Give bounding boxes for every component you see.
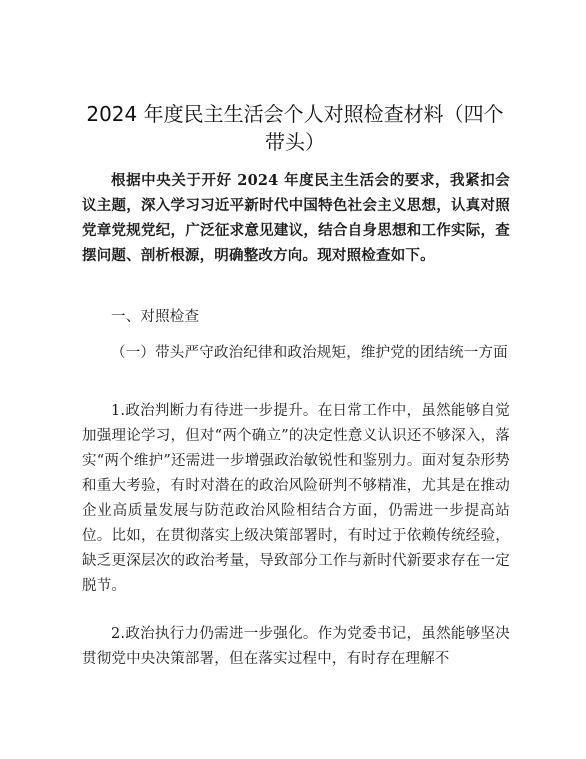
section-heading: 一、对照检查	[111, 309, 200, 325]
title-line-2: 带头）	[265, 130, 325, 154]
title-line-1: 2024 年度民主生活会个人对照检查材料（四个	[86, 102, 504, 126]
intro-paragraph: 根据中央关于开好 2024 年度民主生活会的要求，我紧扣会议主题，深入学习习近平新时代中国特色社会主义思想，认真对照党章党规党纪，广泛征求意见建议，结合自身思想和工作实际，查摆问题、剖析根源，明确整改方向。现对照检查如下。	[82, 172, 510, 264]
body-paragraph-1: 1.政治判断力有待进一步提升。在日常工作中，虽然能够自觉加强理论学习，但对“两个确立”的决定性意义认识还不够深入，落实“两个维护”还需进一步增强政治敏锐性和鉴别力。面对复杂形势和重大考验，有时对潜在的政治风险研判不够精准，尤其是在推动企业高质量发展与防范政治风险相结合方面，仍需进一步提高站位。比如，在贯彻落实上级决策部署时，有时过于依赖传统经验，缺乏更深层次的政治考量，导致部分工作与新时代新要求存在一定脱节。	[82, 403, 510, 594]
subsection-heading: （一）带头严守政治纪律和政治规矩，维护党的团结统一方面	[111, 345, 508, 361]
document-title	[60, 100, 530, 156]
body-paragraph-2: 2.政治执行力仍需进一步强化。作为党委书记，虽然能够坚决贯彻党中央决策部署，但在落实过程中，有时存在理解不	[82, 626, 510, 667]
